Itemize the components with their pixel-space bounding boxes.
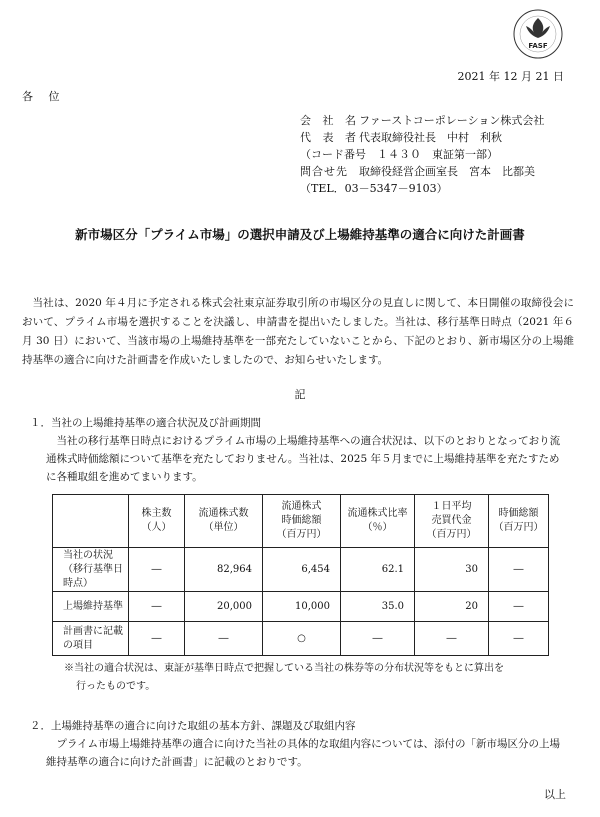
table-cell: ― bbox=[415, 622, 489, 656]
fasf-logo bbox=[512, 8, 564, 60]
table-cell: ― bbox=[129, 592, 185, 622]
table-row bbox=[53, 548, 549, 592]
row-label-status: 当社の状況 （移行基準日時点） bbox=[53, 548, 129, 592]
table-cell: ― bbox=[185, 622, 263, 656]
code-line: （コード番号 １４３０ 東証第一部） bbox=[300, 148, 498, 161]
section2-body: プライム市場上場維持基準の適合に向けた当社の具体的な取組内容については、添付の「新市場区分の上場維持基準の適合に向けた計画書」に記載のとおりです。 bbox=[46, 738, 560, 768]
table-cell: ― bbox=[341, 622, 415, 656]
header-tradable-market-cap: 流通株式 時価総額 （百万円） bbox=[263, 495, 341, 548]
table-cell: 35.0 bbox=[341, 592, 415, 622]
issue-date: 2021 年 12 月 21 日 bbox=[457, 70, 564, 83]
company-name-line bbox=[300, 112, 544, 129]
table-corner bbox=[53, 495, 129, 548]
document-title: 新市場区分「プライム市場」の選択申請及び上場維持基準の適合に向けた計画書 bbox=[75, 227, 525, 242]
note-line-1: ※当社の適合状況は、東証が基準日時点で把握している当社の株券等の分布状況等をもとに算出を bbox=[64, 663, 504, 674]
tel-line: （TEL．03－5347－9103） bbox=[300, 182, 448, 195]
logo-label: FASF bbox=[528, 42, 548, 50]
header-tradable-shares: 流通株式数 （単位） bbox=[185, 495, 263, 548]
header-shareholders: 株主数 （人） bbox=[129, 495, 185, 548]
table-cell: ― bbox=[489, 622, 549, 656]
table-cell: 20 bbox=[415, 592, 489, 622]
intro-paragraph: 当社は、2020 年４月に予定される株式会社東京証券取引所の市場区分の見直しに関して、本日開催の取締役会において、プライム市場を選択することを決議し、申請書を提出いたしました。当社は、移行基準日時点（2021 年６月 30 日）において、当該市場の上場維持基準を一部充たしていないことから、下記のとおり、新市場区分の上場維持基準の適合に向けた計画書を作成いたしましたので、お知らせいたします。 bbox=[22, 297, 574, 366]
table-cell: 82,964 bbox=[185, 548, 263, 592]
section2-heading: ２．上場維持基準の適合に向けた取組の基本方針、課題及び取組内容 bbox=[30, 720, 356, 732]
representative-key: 代 表 者 bbox=[300, 131, 360, 144]
section1-heading: １．当社の上場維持基準の適合状況及び計画期間 bbox=[30, 417, 261, 429]
row-label-plan-items: 計画書に記載の項目 bbox=[53, 622, 129, 656]
table-row bbox=[53, 592, 549, 622]
table-cell: 30 bbox=[415, 548, 489, 592]
addressee: 各 位 bbox=[22, 90, 66, 103]
table-cell: 20,000 bbox=[185, 592, 263, 622]
company-name-key: 会 社 名 bbox=[300, 114, 360, 127]
table-cell: ○ bbox=[263, 622, 341, 656]
table-note bbox=[64, 660, 564, 696]
note-line-2: 行ったものです。 bbox=[76, 681, 156, 692]
contact: 取締役経営企画室長 宮本 比都美 bbox=[359, 165, 535, 178]
table-cell: ― bbox=[489, 592, 549, 622]
table-cell: 6,454 bbox=[263, 548, 341, 592]
representative: 代表取締役社長 中村 利秋 bbox=[359, 131, 502, 144]
row-label-criteria: 上場維持基準 bbox=[53, 592, 129, 622]
compliance-table bbox=[52, 494, 549, 656]
company-name: ファーストコーポレーション株式会社 bbox=[359, 114, 545, 127]
header-market-cap: 時価総額 （百万円） bbox=[489, 495, 549, 548]
table-cell: 62.1 bbox=[341, 548, 415, 592]
representative-line bbox=[300, 129, 544, 146]
table-cell: 10,000 bbox=[263, 592, 341, 622]
table-cell: ― bbox=[129, 548, 185, 592]
table-cell: ― bbox=[489, 548, 549, 592]
contact-key: 問合せ先 bbox=[300, 165, 348, 178]
section1-body: 当社の移行基準日時点におけるプライム市場の上場維持基準への適合状況は、以下のとおりとなっており流通株式時価総額について基準を充たしておりません。当社は、2025 年５月までに上場維持基準を充たすために各種取組を進めてまいります。 bbox=[46, 435, 561, 483]
ki-marker: 記 bbox=[294, 388, 306, 401]
header-tradable-ratio: 流通株式比率 （％） bbox=[341, 495, 415, 548]
table-header-row bbox=[53, 495, 549, 548]
header-daily-trading-value: １日平均 売買代金 （百万円） bbox=[415, 495, 489, 548]
contact-line bbox=[300, 163, 544, 180]
company-info bbox=[300, 112, 544, 197]
table-row bbox=[53, 622, 549, 656]
closing-mark: 以上 bbox=[544, 788, 566, 801]
table-cell: ― bbox=[129, 622, 185, 656]
